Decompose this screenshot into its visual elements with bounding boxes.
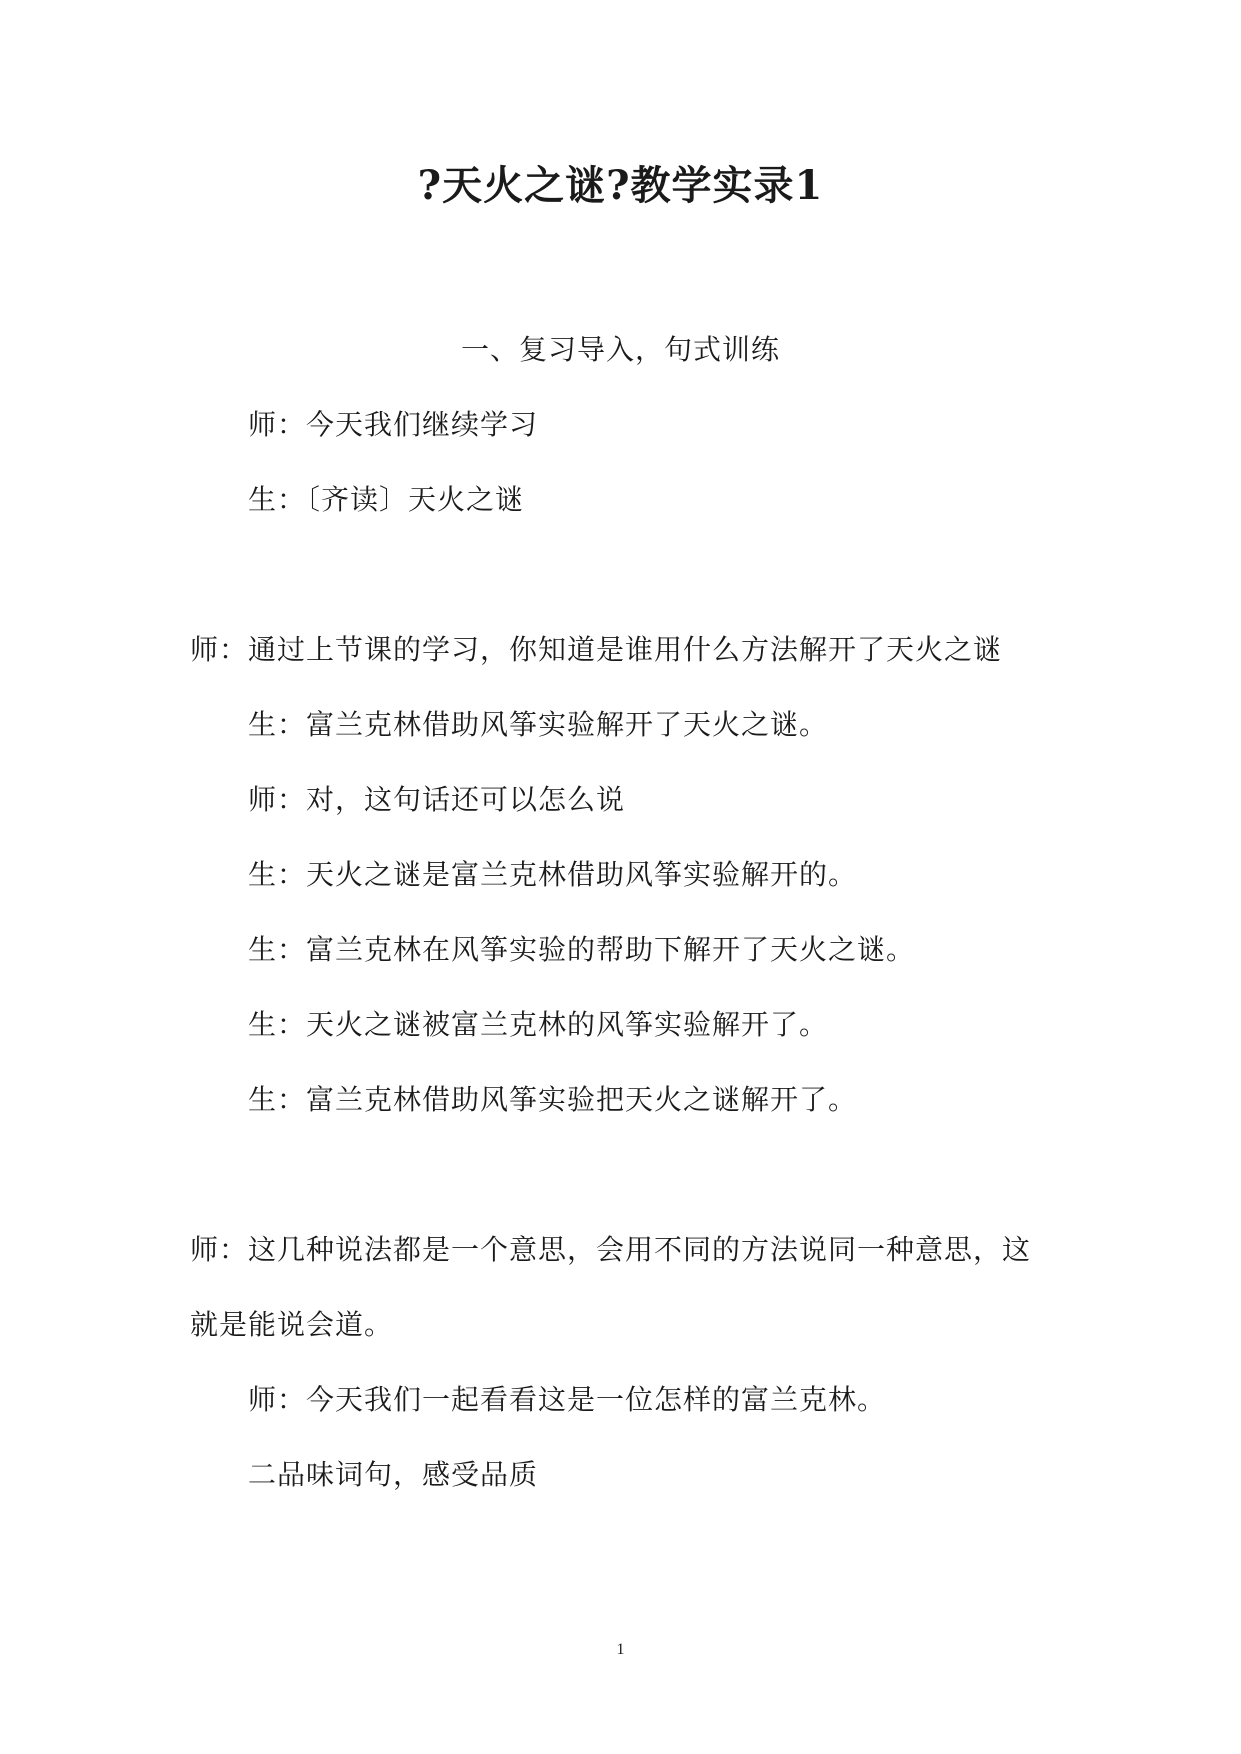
document-title: ?天火之谜?教学实录1 [417, 162, 824, 209]
paragraph-line: 师：对，这句话还可以怎么说 [248, 783, 626, 816]
paragraph-line: 师：今天我们继续学习 [248, 408, 539, 441]
section-heading-1: 一、复习导入，句式训练 [460, 333, 780, 366]
paragraph-line: 师：这几种说法都是一个意思，会用不同的方法说同一种意思，这 [190, 1233, 1032, 1266]
paragraph-line: 生：富兰克林在风筝实验的帮助下解开了天火之谜。 [248, 933, 916, 966]
paragraph-line: 师：今天我们一起看看这是一位怎样的富兰克林。 [248, 1383, 887, 1416]
paragraph-line: 师：通过上节课的学习，你知道是谁用什么方法解开了天火之谜 [190, 633, 1003, 666]
page-number: 1 [616, 1641, 625, 1658]
section-heading-2: 二品味词句，感受品质 [248, 1458, 539, 1491]
paragraph-line: 生：富兰克林借助风筝实验把天火之谜解开了。 [248, 1083, 858, 1116]
paragraph-line: 生：天火之谜是富兰克林借助风筝实验解开的。 [248, 858, 858, 891]
paragraph-line: 就是能说会道。 [190, 1308, 394, 1341]
paragraph-line: 生：〔齐读〕天火之谜 [248, 483, 525, 516]
paragraph-line: 生：天火之谜被富兰克林的风筝实验解开了。 [248, 1008, 829, 1041]
paragraph-line: 生：富兰克林借助风筝实验解开了天火之谜。 [248, 708, 829, 741]
